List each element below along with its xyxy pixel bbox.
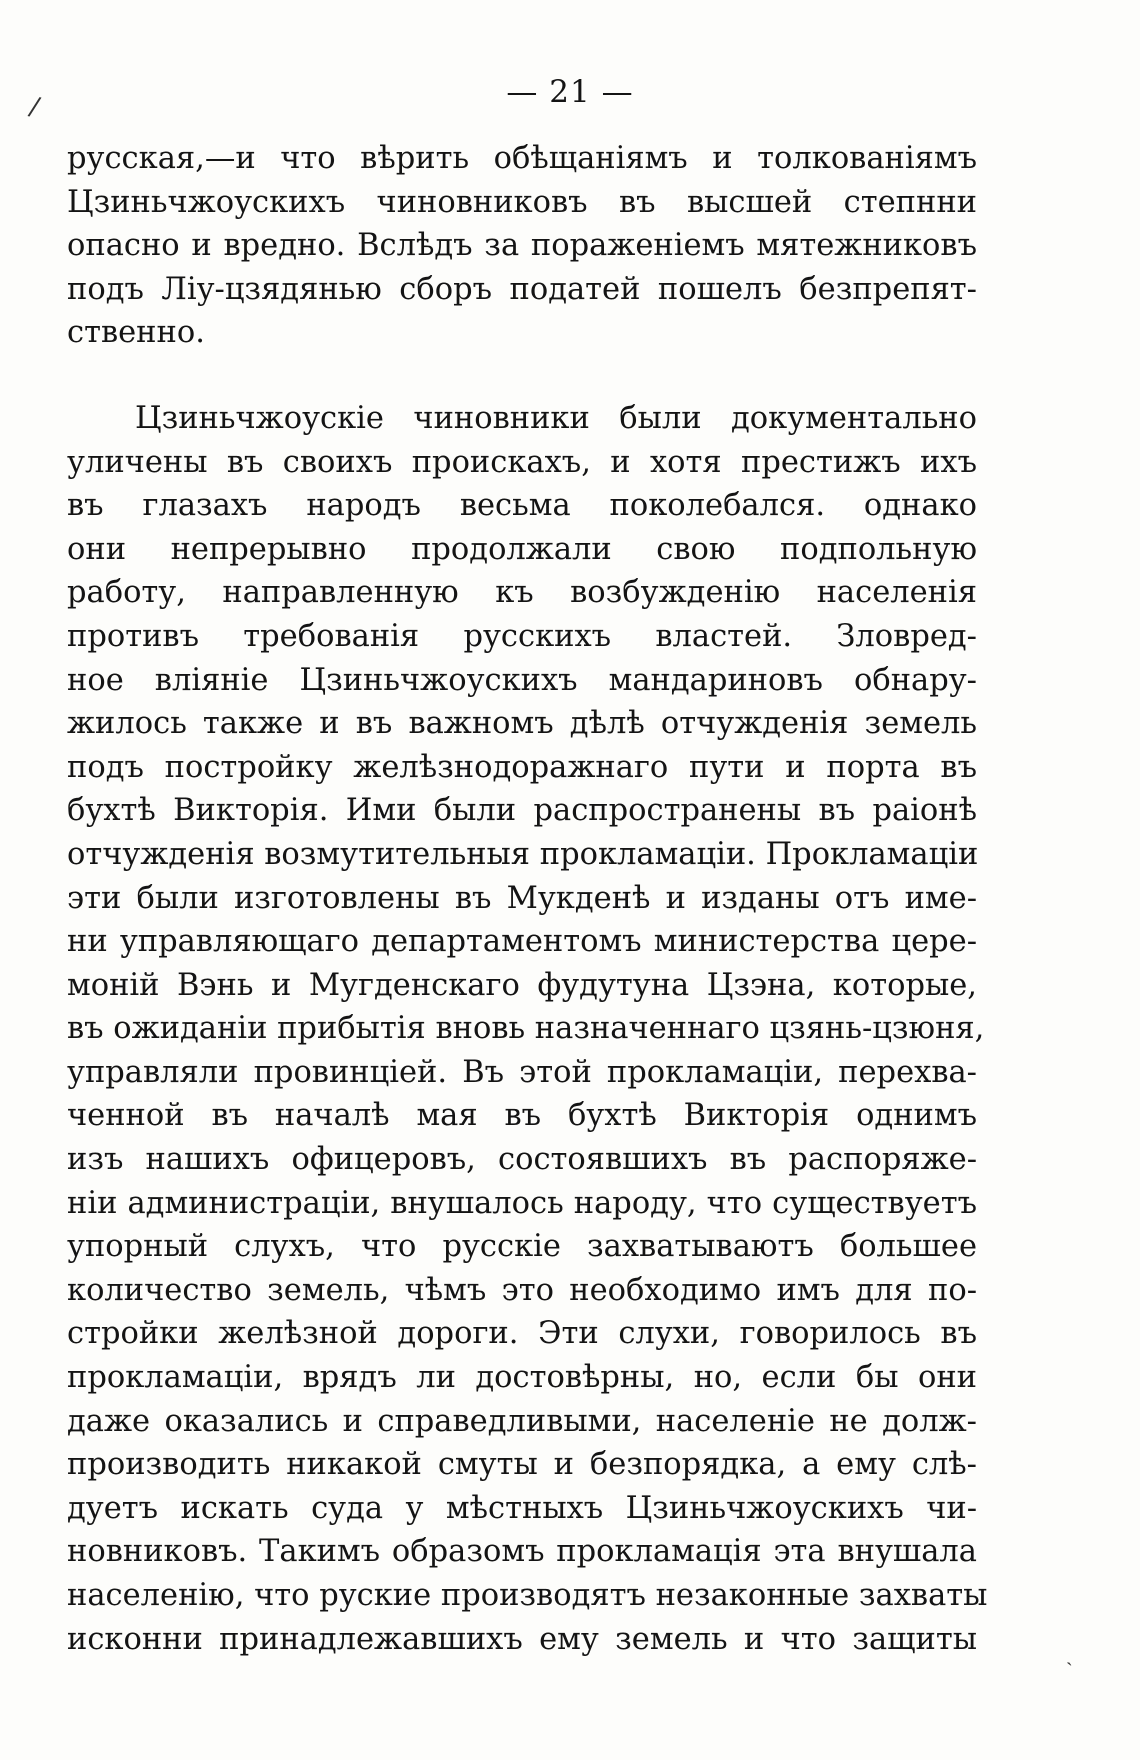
text-line: ное вліяніе Цзиньчжоускихъ мандариновъ обнару- bbox=[67, 662, 977, 698]
text-line: отчужденія возмутительныя прокламаціи. Прокламаціи bbox=[67, 836, 979, 872]
text-line: прокламаціи, врядъ ли достовѣрны, но, если бы они bbox=[67, 1360, 977, 1396]
text-line: Цзиньчжоускіе чиновники были документально bbox=[135, 400, 977, 436]
text-line: населенію, что руские производятъ незаконные захваты bbox=[67, 1578, 988, 1613]
pencil-mark-right: ˏ bbox=[1066, 1642, 1073, 1666]
paragraph-spacing bbox=[67, 355, 977, 397]
text-line: они непрерывно продолжали свою подпольную bbox=[67, 531, 977, 567]
text-line: ченной въ началѣ мая въ бухтѣ Викторія однимъ bbox=[67, 1098, 977, 1134]
paragraph-2 bbox=[67, 397, 988, 1661]
text-line: управляли провинціей. Въ этой прокламаціи, перехва- bbox=[67, 1054, 977, 1090]
text-line: производить никакой смуты и безпорядка, а ему слѣ- bbox=[67, 1447, 977, 1483]
text-line: работу, направленную къ возбужденію населенія bbox=[67, 575, 977, 611]
page-number: — 21 — bbox=[506, 74, 634, 110]
text-line: опасно и вредно. Вслѣдъ за пораженіемъ мятежниковъ bbox=[67, 228, 977, 264]
text-line: исконни принадлежавшихъ ему земель и что защиты bbox=[67, 1621, 977, 1657]
text-line: новниковъ. Такимъ образомъ прокламація эта внушала bbox=[67, 1534, 977, 1570]
text-line: подъ Ліу-цзядянью сборъ податей пошелъ безпрепят- bbox=[67, 271, 977, 307]
text-line: изъ нашихъ офицеровъ, состоявшихъ въ распоряже- bbox=[67, 1142, 977, 1178]
text-line: бухтѣ Викторія. Ими были распространены въ раіонѣ bbox=[67, 793, 977, 829]
text-line: жилось также и въ важномъ дѣлѣ отчужденія земель bbox=[67, 706, 977, 742]
text-line: ни управляющаго департаментомъ министерства цере- bbox=[67, 924, 977, 960]
text-line: въ глазахъ народъ весьма поколебался. однако bbox=[67, 488, 977, 524]
body-text bbox=[67, 137, 988, 1661]
text-line: противъ требованія русскихъ властей. Зловред- bbox=[67, 618, 977, 654]
text-line: даже оказались и справедливыми, населеніе не долж- bbox=[67, 1403, 977, 1439]
text-line: ніи администраціи, внушалось народу, что существуетъ bbox=[67, 1185, 977, 1221]
text-line: моній Вэнь и Мугденскаго фудутуна Цзэна, которые, bbox=[67, 967, 977, 1003]
text-line: ственно. bbox=[67, 315, 205, 351]
text-line: уличены въ своихъ проискахъ, и хотя престижъ ихъ bbox=[67, 444, 977, 480]
paragraph-1 bbox=[67, 137, 977, 355]
text-line: количество земель, чѣмъ это необходимо имъ для по- bbox=[67, 1272, 977, 1308]
text-line: Цзиньчжоускихъ чиновниковъ въ высшей степнни bbox=[67, 184, 977, 220]
text-line: дуетъ искать суда у мѣстныхъ Цзиньчжоускихъ чи- bbox=[67, 1490, 977, 1526]
text-line: въ ожиданіи прибытія вновь назначеннаго цзянь-цзюня, bbox=[67, 1011, 985, 1047]
text-line: стройки желѣзной дороги. Эти слухи, говорилось въ bbox=[67, 1316, 977, 1352]
text-line: подъ постройку желѣзнодоражнаго пути и порта въ bbox=[67, 749, 977, 785]
pencil-mark-left: / bbox=[26, 91, 43, 123]
text-line: упорный слухъ, что русскіе захватываютъ большее bbox=[67, 1229, 977, 1265]
text-line: русская,—и что вѣрить обѣщаніямъ и толкованіямъ bbox=[67, 141, 977, 176]
text-line: эти были изготовлены въ Мукденѣ и изданы отъ име- bbox=[67, 880, 977, 916]
